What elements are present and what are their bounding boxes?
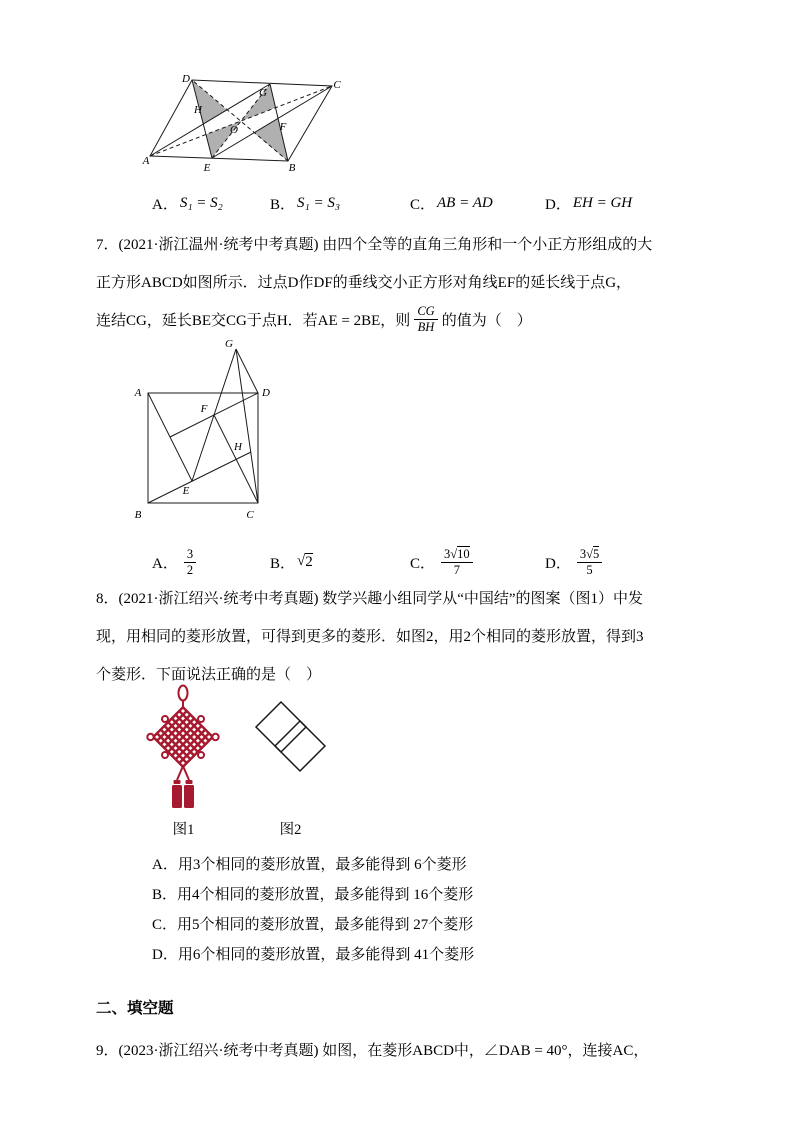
q7-line-3-pre: 连结CG，延长BE交CG于点H．若AE = 2BE，则 [96, 312, 411, 329]
radicand: 5 [592, 547, 600, 561]
q6-point-label-h: H [194, 104, 202, 116]
option-label: D． [545, 555, 571, 572]
question-text-line [96, 262, 726, 300]
question-8-text [96, 578, 726, 692]
figure2-caption: 图2 [279, 822, 302, 838]
q7-line-2: 正方形ABCD如图所示．过点D作DF的垂线交小正方形对角线EF的延长线于点G， [96, 274, 632, 291]
option-value: EH = GH [572, 194, 633, 211]
option-text: D．用6个相同的菱形放置，最多能得到 41个菱形 [152, 946, 475, 963]
option-value: AB = AD [437, 194, 493, 211]
q8-options-list [152, 848, 782, 968]
q8-option-c [152, 908, 782, 938]
q6-point-label-f: F [279, 121, 287, 133]
question-text-line [96, 616, 726, 654]
sqrt-sign: √ [586, 547, 593, 561]
q6-option-d [545, 190, 632, 216]
option-label: C． [410, 555, 436, 572]
q7-line-3-post: 的值为（ ） [441, 312, 532, 329]
option-label: C． [410, 196, 436, 213]
q8-two-rhombi-figure [248, 694, 333, 779]
fraction-denominator: 2 [186, 562, 194, 577]
option-label: B． [270, 555, 296, 572]
q7-point-label-d: D [262, 387, 270, 399]
option-text: B．用4个相同的菱形放置，最多能得到 16个菱形 [152, 886, 474, 903]
option-fraction [441, 546, 473, 578]
q6-point-label-a: A [142, 155, 150, 167]
q6-option-b [270, 190, 340, 216]
q6-parallelogram-figure [142, 72, 342, 174]
option-value: S₁ = S₂ [179, 194, 223, 211]
q7-point-label-g: G [225, 338, 233, 350]
question-7-text [96, 224, 726, 338]
q7-line-1: 7．(2021·浙江温州·统考中考真题) 由四个全等的直角三角形和一个小正方形组成的大 [96, 236, 653, 253]
q7-point-label-a: A [134, 387, 142, 399]
q6-point-label-e: E [203, 162, 211, 174]
fraction-numerator [441, 546, 473, 563]
option-label: B． [270, 196, 296, 213]
q6-point-label-b: B [288, 162, 296, 174]
q9-line-1: 9．(2023·浙江绍兴·统考中考真题) 如图，在菱形ABCD中，∠DAB = 40°，连接AC， [96, 1042, 649, 1059]
option-label: A． [152, 196, 178, 213]
q8-line-3: 个菱形．下面说法正确的是（ ） [96, 666, 322, 683]
figure1-caption: 图1 [172, 822, 195, 838]
radicand: 2 [305, 554, 313, 570]
coefficient: 3 [444, 547, 451, 561]
q6-point-label-o: O [230, 124, 238, 136]
sqrt-sign: √ [297, 553, 306, 569]
q8-option-b [152, 878, 782, 908]
radicand: 10 [457, 547, 470, 561]
q8-line-2: 现，用相同的菱形放置，可得到更多的菱形．如图2，用2个相同的菱形放置，得到3 [96, 628, 644, 645]
q6-option-c [410, 190, 493, 216]
q6-point-label-g: G [259, 87, 267, 99]
sqrt-sign: √ [450, 547, 458, 561]
option-fraction [184, 547, 196, 578]
q7-square-figure [126, 336, 281, 536]
section-2-header: 二、填空题 [96, 1000, 174, 1017]
q6-point-label-c: C [333, 79, 341, 91]
q7-point-label-c: C [246, 509, 254, 521]
q8-option-d [152, 938, 782, 968]
option-value: S₁ = S₃ [297, 194, 341, 211]
option-label: D． [545, 196, 571, 213]
fraction-denominator: BH [417, 319, 435, 334]
coefficient: 3 [579, 547, 587, 561]
fraction-denominator: 5 [586, 563, 593, 577]
option-text: C．用5个相同的菱形放置，最多能得到 27个菱形 [152, 916, 474, 933]
knot-tassels [172, 780, 194, 808]
q8-chinese-knot-figure [146, 680, 221, 820]
option-radical [297, 553, 313, 571]
question-text-line [96, 300, 726, 338]
q6-options-row [96, 190, 756, 216]
q8-option-a [152, 848, 782, 878]
q7-point-label-h: H [234, 441, 242, 453]
option-text: A．用3个相同的菱形放置，最多能得到 6个菱形 [152, 856, 467, 873]
fraction-numerator: CG [414, 304, 437, 320]
fraction-numerator [577, 546, 602, 563]
question-9-text [96, 1030, 726, 1068]
question-text-line [96, 224, 726, 262]
rhombi-outlines [256, 702, 325, 771]
question-text-line [96, 1030, 726, 1068]
q7-point-label-f: F [200, 403, 208, 415]
fraction-denominator: 7 [453, 563, 460, 577]
q7-point-label-b: B [134, 509, 142, 521]
question-text-line [96, 578, 726, 616]
q6-point-label-d: D [182, 73, 190, 85]
q6-dashed-lines [150, 80, 332, 161]
q6-option-a [152, 190, 223, 216]
q6-solid-lines [150, 80, 332, 161]
q7-point-label-e: E [182, 485, 190, 497]
option-label: A． [152, 555, 178, 572]
q8-line-1: 8．(2021·浙江绍兴·统考中考真题) 数学兴趣小组同学从“中国结”的图案（图1）中发 [96, 590, 644, 607]
q7-figure-lines [148, 349, 258, 503]
q7-inline-fraction [414, 304, 437, 335]
option-fraction [577, 546, 602, 578]
fraction-numerator: 3 [184, 547, 196, 563]
